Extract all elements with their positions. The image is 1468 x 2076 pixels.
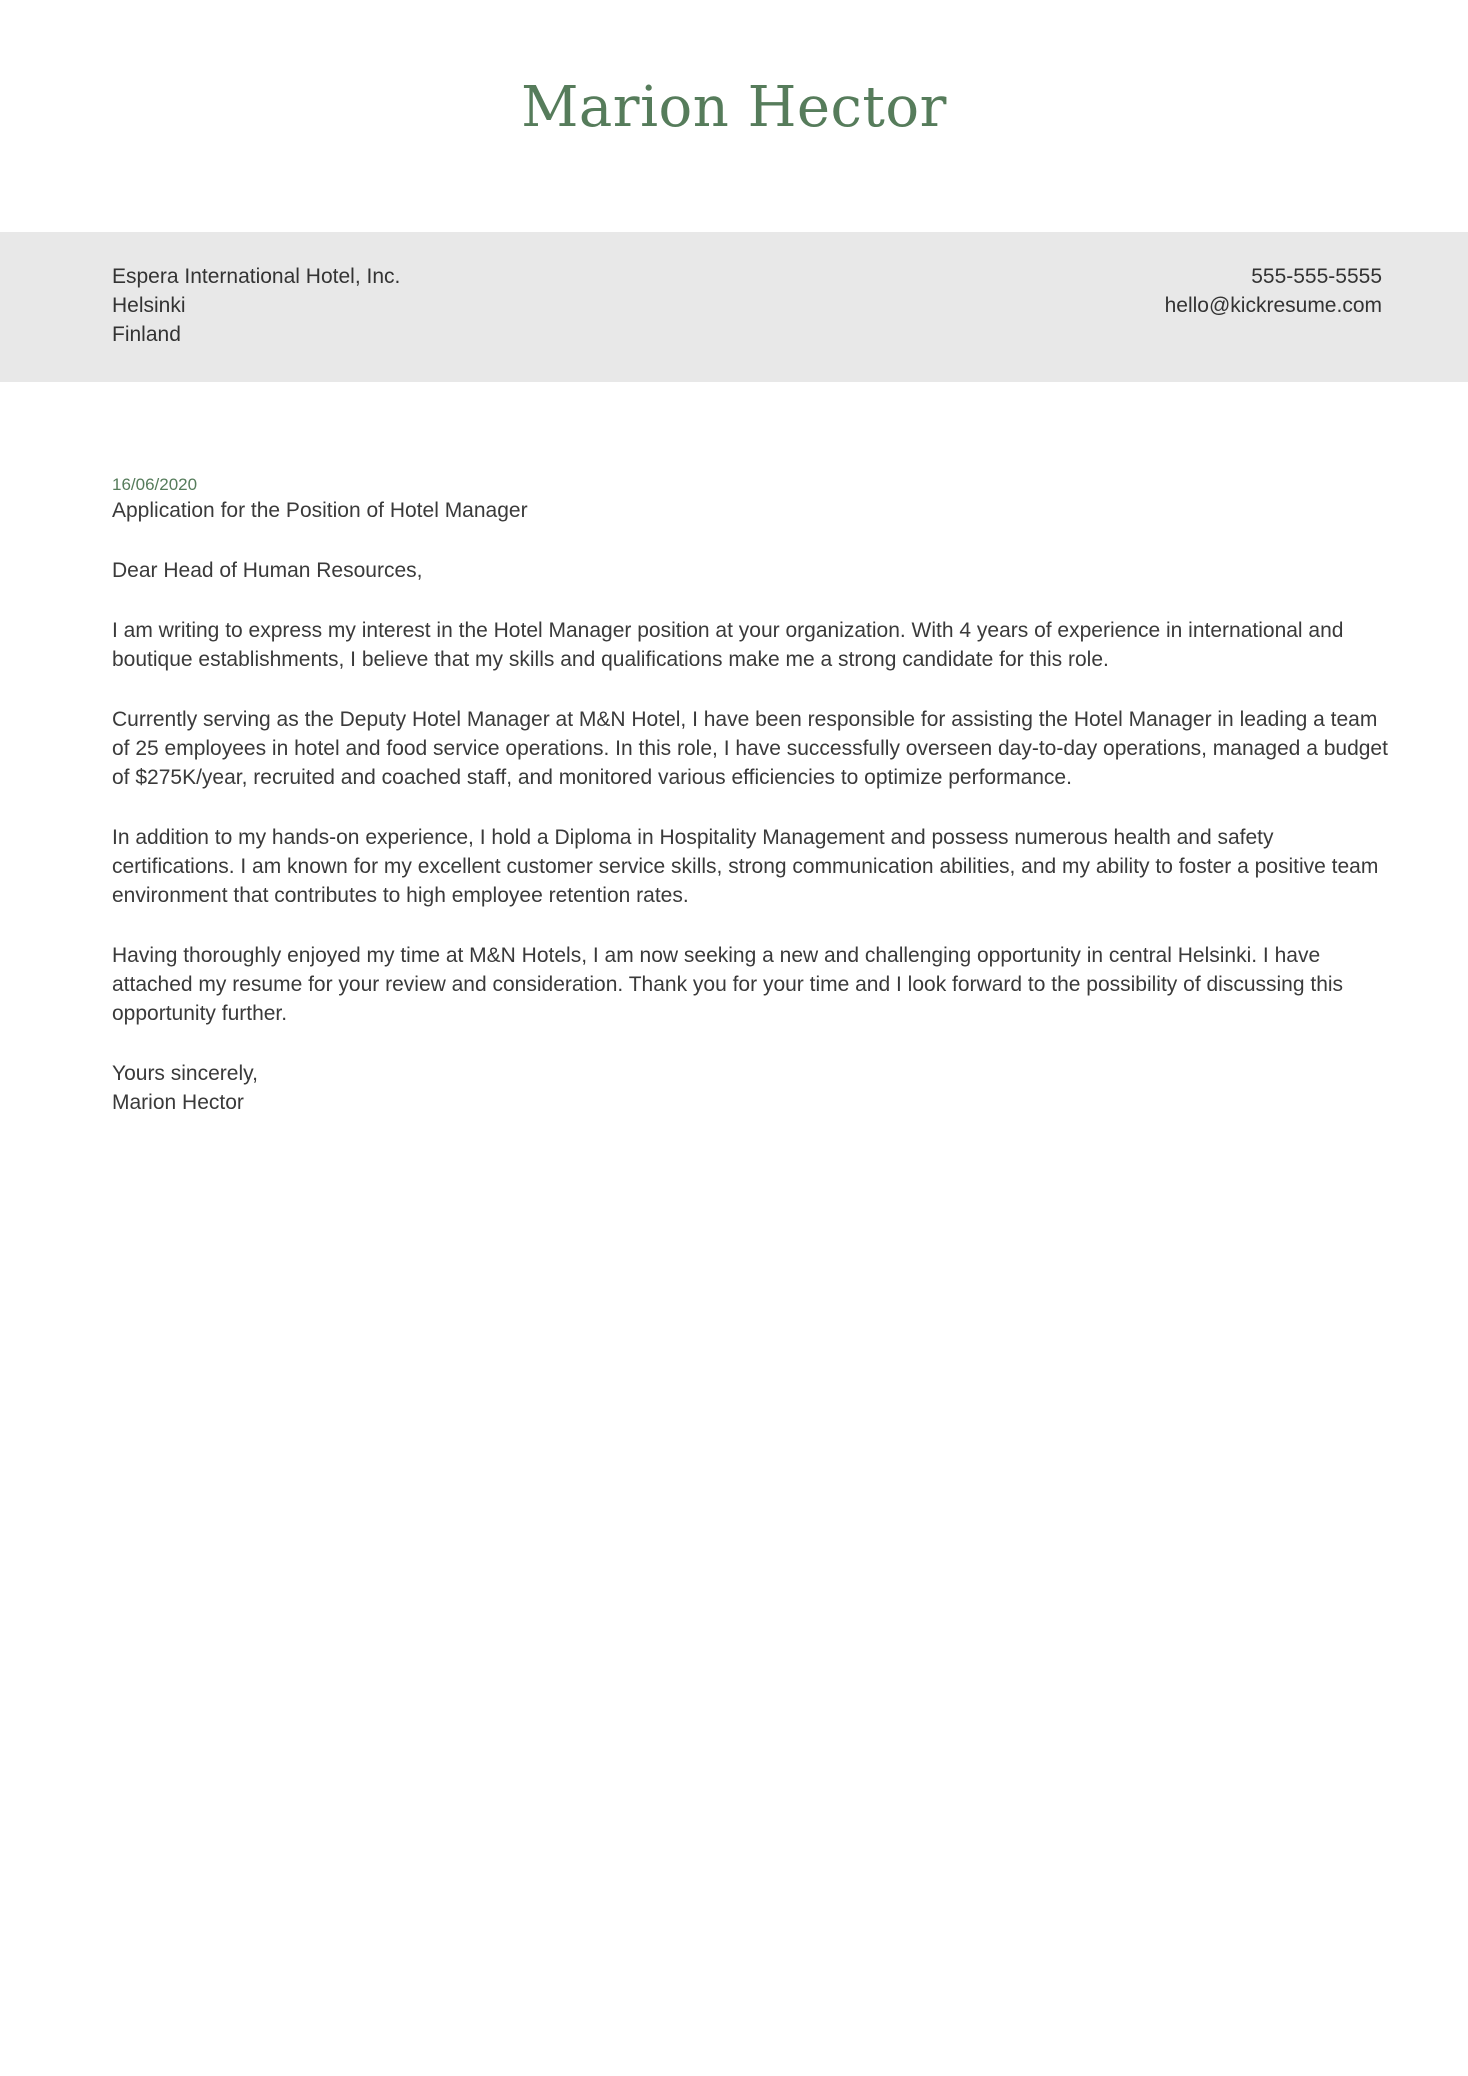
contact-block: [1165, 262, 1382, 320]
letter-paragraph-2: Currently serving as the Deputy Hotel Manager at M&N Hotel, I have been responsible for assisting the Hotel Manager in leading a team of 25 employees in hotel and food service operations. In this role, I have successfully overseen day-to-day operations, managed a budget of $275K/year, recruited and coached staff, and monitored various efficiencies to optimize performance.: [112, 708, 1388, 789]
closing-phrase: Yours sincerely,: [112, 1062, 258, 1085]
header-band: [0, 232, 1468, 382]
recipient-country: Finland: [112, 323, 181, 346]
signature-name: Marion Hector: [112, 1091, 244, 1114]
contact-phone: 555-555-5555: [1251, 265, 1382, 288]
letter-subject: Application for the Position of Hotel Manager: [112, 499, 528, 522]
letter-closing-block: [112, 1059, 1388, 1117]
letter-paragraph-3: In addition to my hands-on experience, I hold a Diploma in Hospitality Management and possess numerous health and safety certifications. I am known for my excellent customer service skills, strong communication abilities, and my ability to foster a positive team environment that contributes to high employee retention rates.: [112, 826, 1379, 907]
letter-body: [0, 474, 1468, 1117]
letter-salutation: Dear Head of Human Resources,: [112, 559, 423, 582]
page-title: Marion Hector: [521, 75, 947, 140]
letter-paragraph-1: I am writing to express my interest in the Hotel Manager position at your organization. With 4 years of experience in international and boutique establishments, I believe that my skills and qualifications make me a strong candidate for this role.: [112, 619, 1344, 671]
recipient-city: Helsinki: [112, 294, 186, 317]
contact-email: hello@kickresume.com: [1164, 294, 1382, 317]
letter-date: 16/06/2020: [112, 475, 198, 494]
recipient-block: [112, 262, 400, 349]
recipient-company: Espera International Hotel, Inc.: [112, 265, 401, 288]
letter-paragraph-4: Having thoroughly enjoyed my time at M&N Hotels, I am now seeking a new and challenging opportunity in central Helsinki. I have attached my resume for your review and consideration. Thank you for your time and I look forward to the possibility of discussing this opportunity further.: [112, 944, 1344, 1025]
